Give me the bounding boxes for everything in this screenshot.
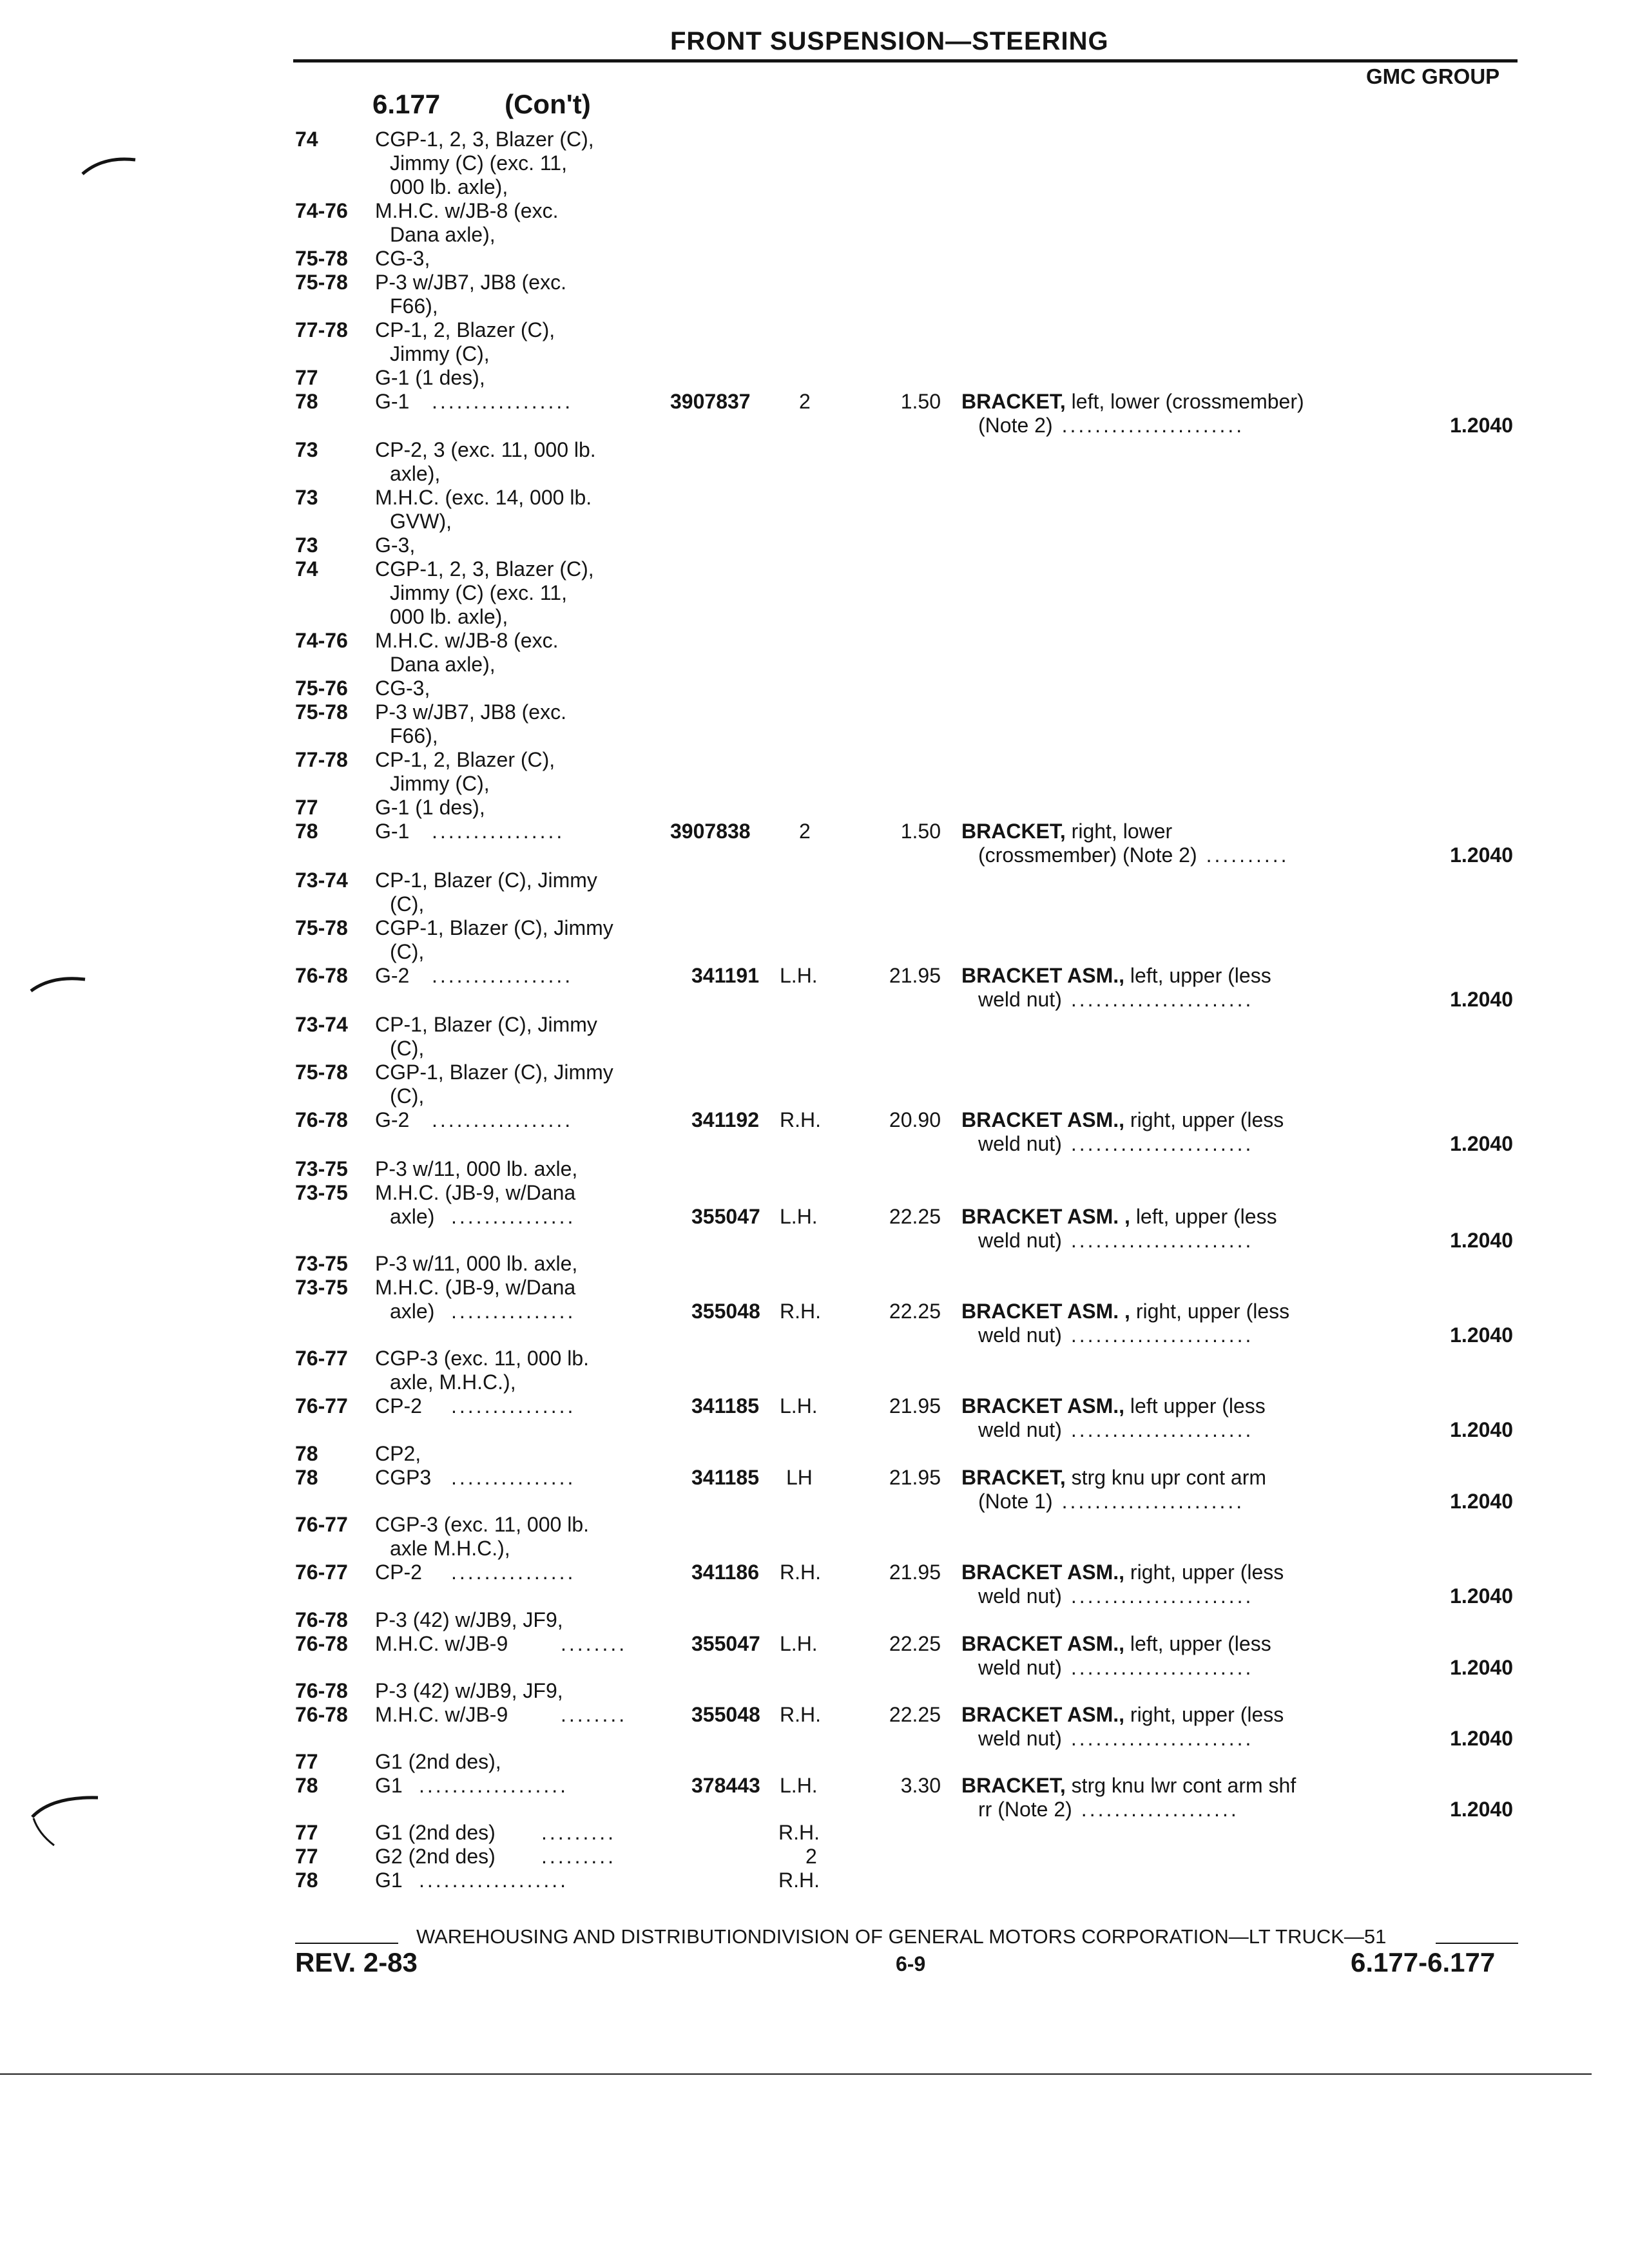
part-detail-text: weld nut) [978, 1656, 1062, 1679]
model-year: 75-78 [295, 916, 348, 939]
part-name: BRACKET ASM., [961, 1632, 1125, 1655]
list-price: 22.25 [889, 1300, 941, 1323]
application-text: G2 (2nd des) [375, 1845, 496, 1868]
part-detail-text: weld nut) [978, 1727, 1062, 1750]
model-year: 76-78 [295, 1679, 348, 1702]
leader-dots: ................. [432, 1108, 574, 1131]
binder-mark [77, 148, 142, 180]
revision-label: REV. 2-83 [295, 1947, 418, 1977]
application-text: CGP-1, Blazer (C), Jimmy [375, 1061, 613, 1084]
application-text: CGP-3 (exc. 11, 000 lb. [375, 1347, 589, 1370]
leader-dots: .................. [419, 1774, 569, 1797]
model-year: 74-76 [295, 629, 348, 652]
application-text: G-3, [375, 533, 416, 557]
model-year: 73-75 [295, 1157, 348, 1180]
quantity: L.H. [780, 1205, 818, 1228]
quantity: 2 [799, 820, 811, 843]
section-continued: (Con't) [505, 89, 591, 119]
footer-rule-right [1436, 1943, 1518, 1944]
application-text: CG-3, [375, 247, 430, 270]
model-year: 75-78 [295, 271, 348, 294]
weight-code: 1.2040 [1450, 1490, 1513, 1513]
weight-code: 1.2040 [1450, 988, 1513, 1011]
list-price: 20.90 [889, 1108, 941, 1131]
leader-dots: ............... [451, 1394, 576, 1418]
leader-dots: .......... [1206, 843, 1289, 867]
part-number: 341186 [691, 1561, 760, 1584]
application-text: CGP-1, 2, 3, Blazer (C), [375, 557, 594, 581]
model-year: 76-78 [295, 1632, 348, 1655]
part-number: 341185 [691, 1466, 760, 1489]
model-year: 75-78 [295, 1061, 348, 1084]
leader-dots: ...................... [1061, 414, 1245, 437]
part-detail-continued [978, 843, 1289, 867]
leader-dots: ...................... [1070, 1132, 1254, 1155]
application-text: Dana axle), [390, 653, 496, 676]
section-heading [372, 89, 591, 120]
application-text: M.H.C. w/JB-9 [375, 1632, 508, 1655]
model-year: 76-78 [295, 1108, 348, 1131]
footer-text: WAREHOUSING AND DISTRIBUTIONDIVISION OF GENERAL MOTORS CORPORATION—LT TRUCK—51 [416, 1925, 1387, 1948]
part-detail-continued [978, 1656, 1253, 1680]
application-text: (C), [390, 892, 425, 916]
header-rule [293, 59, 1518, 62]
quantity: R.H. [780, 1703, 821, 1726]
quantity: R.H. [780, 1300, 821, 1323]
part-detail-text: (Note 1) [978, 1490, 1053, 1513]
application-text: Jimmy (C) (exc. 11, [390, 581, 567, 604]
application-text: Jimmy (C), [390, 772, 490, 795]
model-year: 75-76 [295, 677, 348, 700]
footer-rule-left [295, 1943, 398, 1944]
application-text: axle) [390, 1300, 435, 1323]
part-detail-continued [978, 1584, 1253, 1608]
quantity: L.H. [780, 1774, 818, 1797]
part-detail: left, upper (less [1135, 1205, 1277, 1228]
list-price: 22.25 [889, 1205, 941, 1228]
model-year: 76-77 [295, 1513, 348, 1536]
model-year: 73 [295, 533, 318, 557]
application-text: P-3 (42) w/JB9, JF9, [375, 1679, 563, 1702]
page-number: 6-9 [896, 1952, 926, 1975]
part-description [961, 1774, 1296, 1798]
part-number: 341192 [691, 1108, 760, 1131]
part-detail-text: (Note 2) [978, 414, 1053, 437]
part-description [961, 1394, 1266, 1418]
part-name: BRACKET ASM. , [961, 1205, 1130, 1228]
leader-dots: ............... [451, 1561, 576, 1584]
model-year: 73-75 [295, 1252, 348, 1275]
weight-code: 1.2040 [1450, 1323, 1513, 1347]
application-text: P-3 w/JB7, JB8 (exc. [375, 271, 566, 294]
application-text: CP-1, Blazer (C), Jimmy [375, 1013, 597, 1036]
list-price: 21.95 [889, 1561, 941, 1584]
part-detail-continued [978, 988, 1253, 1012]
list-price: 21.95 [889, 1466, 941, 1489]
list-price: 3.30 [900, 1774, 941, 1797]
application-text: G1 (2nd des) [375, 1821, 496, 1844]
model-year: 78 [295, 1774, 318, 1797]
model-year: 76-77 [295, 1394, 348, 1418]
weight-code: 1.2040 [1450, 1656, 1513, 1679]
leader-dots: ................ [432, 820, 565, 843]
weight-code: 1.2040 [1450, 1798, 1513, 1821]
group-label: GMC GROUP [1366, 64, 1500, 88]
application-text: axle, M.H.C.), [390, 1370, 516, 1394]
application-text: axle M.H.C.), [390, 1537, 510, 1560]
part-number: 355047 [691, 1205, 760, 1228]
part-name: BRACKET, [961, 390, 1066, 413]
quantity: 2 [805, 1845, 817, 1868]
application-text: G-1 (1 des), [375, 366, 485, 389]
section-number: 6.177 [372, 89, 441, 119]
quantity: LH [786, 1466, 813, 1489]
application-text: M.H.C. w/JB-8 (exc. [375, 199, 559, 222]
application-text: Dana axle), [390, 223, 496, 246]
part-description [961, 1561, 1284, 1584]
part-description [961, 1108, 1284, 1132]
model-year: 77-78 [295, 318, 348, 341]
application-text: P-3 w/11, 000 lb. axle, [375, 1157, 578, 1180]
model-year: 75-78 [295, 247, 348, 270]
leader-dots: ......... [541, 1845, 617, 1868]
application-text: CGP-3 (exc. 11, 000 lb. [375, 1513, 589, 1536]
part-number: 3907837 [670, 390, 751, 413]
model-year: 73-74 [295, 1013, 348, 1036]
leader-dots: ........ [561, 1703, 628, 1726]
part-detail-text: weld nut) [978, 1418, 1062, 1441]
application-text: CP-2 [375, 1394, 422, 1418]
leader-dots: ............... [451, 1466, 576, 1489]
part-detail: right, lower [1071, 820, 1173, 843]
section-range: 6.177-6.177 [1351, 1947, 1496, 1977]
part-description [961, 1632, 1271, 1656]
application-text: M.H.C. (JB-9, w/Dana [375, 1181, 576, 1204]
leader-dots: ......... [541, 1821, 617, 1844]
application-text: CG-3, [375, 677, 430, 700]
part-number: 3907838 [670, 820, 751, 843]
application-text: (C), [390, 1037, 425, 1060]
part-name: BRACKET, [961, 820, 1066, 843]
model-year: 78 [295, 390, 318, 413]
binder-mark [26, 1778, 103, 1856]
part-detail: right, upper (less [1130, 1108, 1284, 1131]
list-price: 21.95 [889, 964, 941, 987]
model-year: 78 [295, 820, 318, 843]
part-description [961, 1300, 1289, 1323]
part-detail-continued [978, 1229, 1253, 1253]
part-name: BRACKET ASM., [961, 964, 1125, 987]
leader-dots: .................. [419, 1869, 569, 1892]
part-detail-continued [978, 1132, 1253, 1156]
leader-dots: ................... [1081, 1798, 1239, 1821]
application-text: (C), [390, 940, 425, 963]
part-detail: left, upper (less [1130, 964, 1271, 987]
model-year: 73 [295, 438, 318, 461]
part-name: BRACKET ASM. , [961, 1300, 1130, 1323]
model-year: 73-75 [295, 1181, 348, 1204]
model-year: 76-78 [295, 1703, 348, 1726]
model-year: 76-77 [295, 1347, 348, 1370]
part-number: 355048 [691, 1300, 760, 1323]
leader-dots: ...................... [1070, 988, 1254, 1011]
bottom-rule [0, 2073, 1592, 2075]
part-description [961, 390, 1304, 414]
part-name: BRACKET, [961, 1466, 1066, 1489]
application-text: M.H.C. (JB-9, w/Dana [375, 1276, 576, 1299]
application-text: F66), [390, 724, 438, 747]
list-price: 1.50 [900, 820, 941, 843]
model-year: 74-76 [295, 199, 348, 222]
application-text: 000 lb. axle), [390, 175, 508, 198]
application-text: (C), [390, 1084, 425, 1108]
part-description [961, 964, 1271, 988]
part-description [961, 1703, 1284, 1727]
part-detail-continued [978, 414, 1244, 437]
part-detail-text: (crossmember) (Note 2) [978, 843, 1197, 867]
leader-dots: ...................... [1061, 1490, 1245, 1513]
application-text: G-1 (1 des), [375, 796, 485, 819]
application-text: GVW), [390, 510, 452, 533]
part-detail-continued [978, 1727, 1253, 1751]
leader-dots: ...................... [1070, 1418, 1254, 1441]
application-text: CP-2 [375, 1561, 422, 1584]
application-text: CP2, [375, 1442, 421, 1465]
quantity: R.H. [778, 1821, 820, 1844]
application-text: Jimmy (C) (exc. 11, [390, 151, 567, 175]
part-detail: right, upper (less [1130, 1703, 1284, 1726]
part-name: BRACKET ASM., [961, 1561, 1125, 1584]
list-price: 1.50 [900, 390, 941, 413]
model-year: 75-78 [295, 700, 348, 724]
weight-code: 1.2040 [1450, 1727, 1513, 1750]
quantity: L.H. [780, 1632, 818, 1655]
part-detail-continued [978, 1418, 1253, 1442]
quantity: L.H. [780, 964, 818, 987]
leader-dots: ...................... [1070, 1727, 1254, 1750]
application-text: G1 [375, 1869, 403, 1892]
application-text: G-1 [375, 390, 410, 413]
part-detail: left, lower (crossmember) [1071, 390, 1304, 413]
list-price: 22.25 [889, 1632, 941, 1655]
weight-code: 1.2040 [1450, 1132, 1513, 1155]
leader-dots: ...................... [1070, 1584, 1254, 1608]
part-detail-text: rr (Note 2) [978, 1798, 1072, 1821]
application-text: M.H.C. w/JB-9 [375, 1703, 508, 1726]
leader-dots: ................. [432, 964, 574, 987]
leader-dots: ...................... [1070, 1323, 1254, 1347]
part-detail-text: weld nut) [978, 1229, 1062, 1252]
part-detail: left, upper (less [1130, 1632, 1271, 1655]
model-year: 77 [295, 366, 318, 389]
part-number: 341185 [691, 1394, 760, 1418]
part-detail-continued [978, 1323, 1253, 1347]
model-year: 77 [295, 796, 318, 819]
model-year: 77 [295, 1821, 318, 1844]
model-year: 76-78 [295, 964, 348, 987]
quantity: R.H. [780, 1561, 821, 1584]
application-text: CP-1, 2, Blazer (C), [375, 318, 555, 341]
weight-code: 1.2040 [1450, 1418, 1513, 1441]
application-text: G-2 [375, 1108, 410, 1131]
model-year: 74 [295, 128, 318, 151]
model-year: 74 [295, 557, 318, 581]
leader-dots: ............... [451, 1300, 576, 1323]
part-detail: left upper (less [1130, 1394, 1266, 1418]
part-description [961, 1205, 1277, 1229]
list-price: 21.95 [889, 1394, 941, 1418]
part-detail: right, upper (less [1135, 1300, 1290, 1323]
leader-dots: ........ [561, 1632, 628, 1655]
weight-code: 1.2040 [1450, 1229, 1513, 1252]
part-detail-text: weld nut) [978, 988, 1062, 1011]
part-number: 355047 [691, 1632, 760, 1655]
part-detail: strg knu lwr cont arm shf [1071, 1774, 1296, 1797]
part-detail-continued [978, 1798, 1239, 1821]
application-text: P-3 w/JB7, JB8 (exc. [375, 700, 566, 724]
application-text: M.H.C. w/JB-8 (exc. [375, 629, 559, 652]
part-number: 341191 [691, 964, 760, 987]
application-text: axle), [390, 462, 441, 485]
application-text: Jimmy (C), [390, 342, 490, 365]
model-year: 77 [295, 1750, 318, 1773]
part-detail-continued [978, 1490, 1244, 1514]
part-detail: right, upper (less [1130, 1561, 1284, 1584]
application-text: F66), [390, 294, 438, 318]
application-text: CGP-1, Blazer (C), Jimmy [375, 916, 613, 939]
model-year: 76-78 [295, 1608, 348, 1631]
application-text: 000 lb. axle), [390, 605, 508, 628]
application-text: CGP3 [375, 1466, 432, 1489]
application-text: CP-1, Blazer (C), Jimmy [375, 869, 597, 892]
model-year: 77 [295, 1845, 318, 1868]
application-text: G-1 [375, 820, 410, 843]
model-year: 78 [295, 1869, 318, 1892]
application-text: axle) [390, 1205, 435, 1228]
page-title: FRONT SUSPENSION—STEERING [670, 27, 1109, 55]
part-name: BRACKET ASM., [961, 1703, 1125, 1726]
weight-code: 1.2040 [1450, 414, 1513, 437]
part-name: BRACKET ASM., [961, 1394, 1125, 1418]
part-detail-text: weld nut) [978, 1323, 1062, 1347]
leader-dots: ...................... [1070, 1229, 1254, 1252]
leader-dots: ................. [432, 390, 574, 413]
part-number: 378443 [691, 1774, 760, 1797]
model-year: 73-75 [295, 1276, 348, 1299]
weight-code: 1.2040 [1450, 1584, 1513, 1608]
quantity: R.H. [780, 1108, 821, 1131]
application-text: M.H.C. (exc. 14, 000 lb. [375, 486, 592, 509]
part-detail-text: weld nut) [978, 1584, 1062, 1608]
leader-dots: ...................... [1070, 1656, 1254, 1679]
application-text: P-3 w/11, 000 lb. axle, [375, 1252, 578, 1275]
part-detail-text: weld nut) [978, 1132, 1062, 1155]
binder-mark [26, 966, 90, 999]
part-description [961, 820, 1172, 843]
quantity: 2 [799, 390, 811, 413]
weight-code: 1.2040 [1450, 843, 1513, 867]
application-text: P-3 (42) w/JB9, JF9, [375, 1608, 563, 1631]
part-name: BRACKET, [961, 1774, 1066, 1797]
part-number: 355048 [691, 1703, 760, 1726]
model-year: 78 [295, 1466, 318, 1489]
model-year: 76-77 [295, 1561, 348, 1584]
part-description [961, 1466, 1266, 1490]
quantity: L.H. [780, 1394, 818, 1418]
application-text: CP-2, 3 (exc. 11, 000 lb. [375, 438, 596, 461]
model-year: 78 [295, 1442, 318, 1465]
model-year: 73-74 [295, 869, 348, 892]
model-year: 77-78 [295, 748, 348, 771]
quantity: R.H. [778, 1869, 820, 1892]
application-text: CP-1, 2, Blazer (C), [375, 748, 555, 771]
part-detail: strg knu upr cont arm [1071, 1466, 1267, 1489]
application-text: G1 [375, 1774, 403, 1797]
model-year: 73 [295, 486, 318, 509]
application-text: G1 (2nd des), [375, 1750, 501, 1773]
application-text: CGP-1, 2, 3, Blazer (C), [375, 128, 594, 151]
leader-dots: ............... [451, 1205, 576, 1228]
list-price: 22.25 [889, 1703, 941, 1726]
application-text: G-2 [375, 964, 410, 987]
part-name: BRACKET ASM., [961, 1108, 1125, 1131]
